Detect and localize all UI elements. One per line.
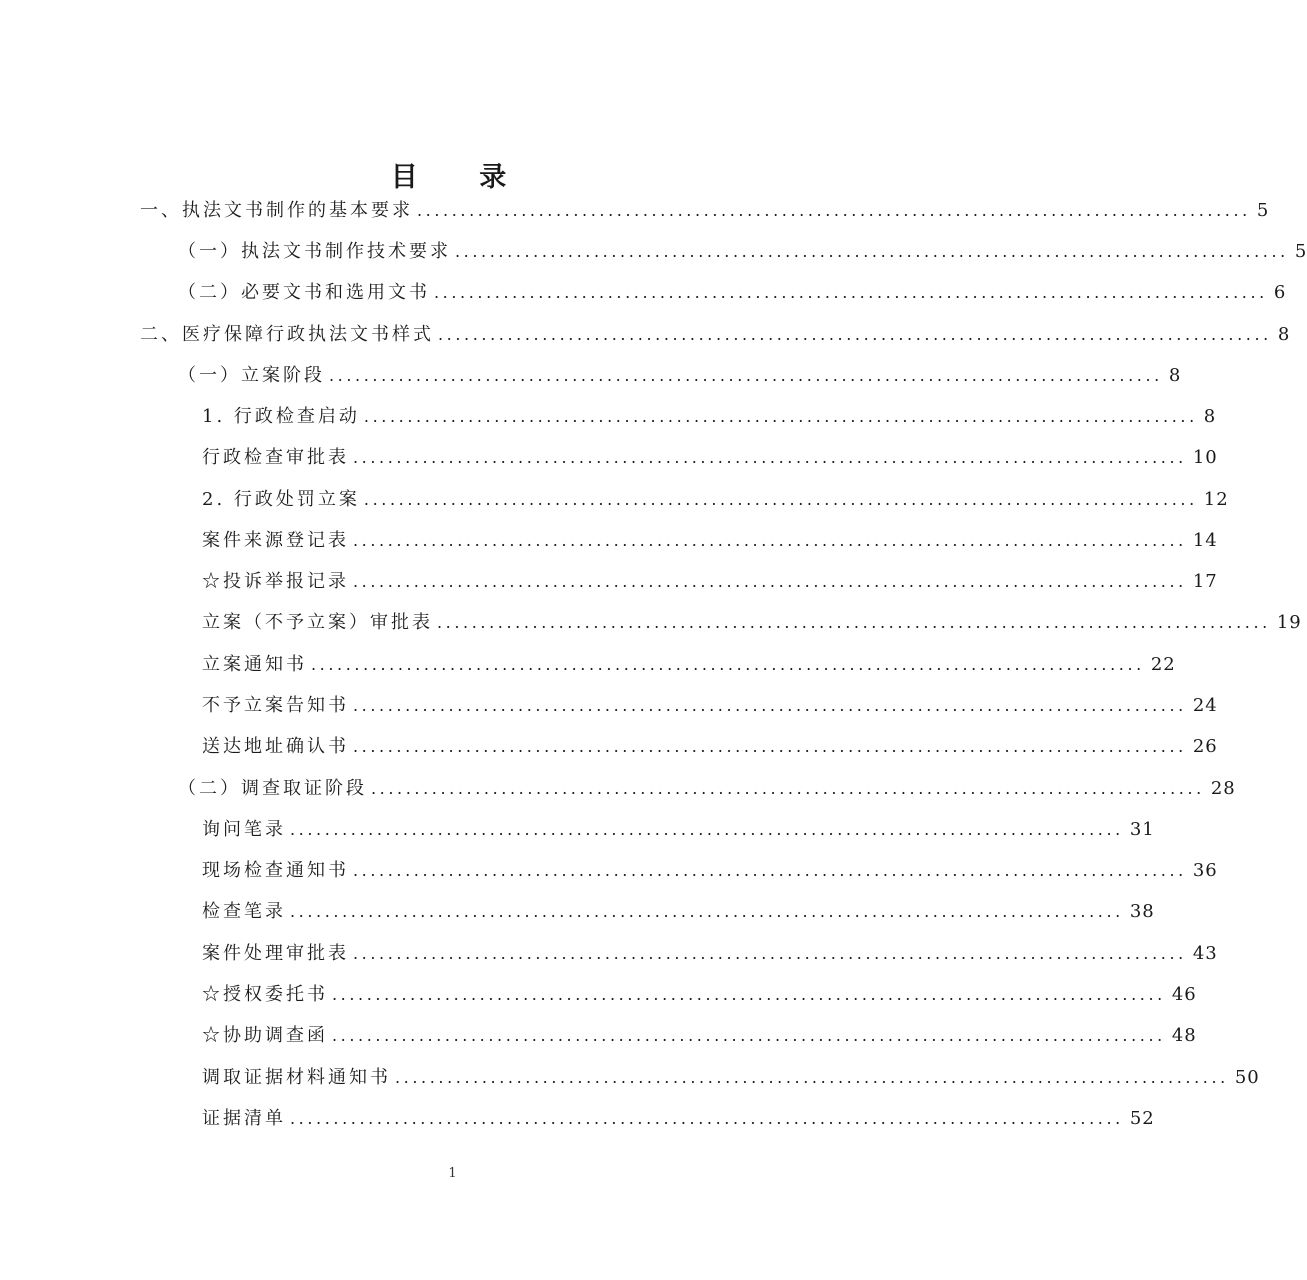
dot-leader: ................................................................................................ [353,737,1187,756]
toc-entry[interactable] [202,650,1176,684]
toc-entry-label: 二、医疗保障行政执法文书样式 [140,324,434,345]
toc-entry[interactable] [178,774,1236,808]
toc-entry[interactable] [202,939,1218,973]
toc-entry[interactable] [202,691,1218,725]
toc-entry-page: 5 [1294,241,1307,262]
toc-entry[interactable] [202,897,1155,931]
toc-entry[interactable] [140,196,1270,230]
dot-leader: ................................................................................................ [353,531,1187,550]
toc-entry-label: 送达地址确认书 [202,736,349,757]
dot-leader: ................................................................................................ [417,201,1251,220]
toc-entry[interactable] [202,443,1218,477]
toc-entry[interactable] [202,732,1218,766]
toc-entry-label: 案件来源登记表 [202,530,349,551]
toc-entry-label: 案件处理审批表 [202,943,349,964]
toc-entry[interactable] [178,237,1307,271]
toc-entry-label: 不予立案告知书 [202,695,349,716]
toc-entry-label: （二）必要文书和选用文书 [178,282,430,303]
dot-leader: ................................................................................................ [455,242,1289,261]
toc-entry-label: ☆协助调查函 [202,1025,328,1046]
toc-entry-page: 24 [1192,695,1218,716]
dot-leader: ................................................................................................ [353,944,1187,963]
dot-leader: ................................................................................................ [437,613,1271,632]
toc-entry-label: 询问笔录 [202,819,286,840]
dot-leader: ................................................................................................ [363,490,1198,509]
toc-entry-page: 6 [1273,282,1287,303]
dot-leader: ................................................................................................ [290,902,1124,921]
toc-entry-label: ☆授权委托书 [202,984,328,1005]
toc-entry-page: 17 [1192,571,1218,592]
toc-entry-label: 现场检查通知书 [202,860,349,881]
dot-leader: ................................................................................................ [371,779,1205,798]
toc-entry[interactable] [178,361,1182,395]
toc-entry-page: 5 [1256,200,1270,221]
toc-entry-label: 2. 行政处罚立案 [202,489,360,510]
toc-entry-page: 22 [1150,654,1176,675]
toc-entry-page: 50 [1234,1067,1260,1088]
toc-entry-page: 26 [1192,736,1218,757]
toc-entry-label: （二）调查取证阶段 [178,778,367,799]
toc-entry-page: 31 [1129,819,1155,840]
toc-entry[interactable] [202,526,1218,560]
toc-entry[interactable] [202,856,1218,890]
toc-entry-label: 立案（不予立案）审批表 [202,612,433,633]
toc-entry-page: 52 [1129,1108,1155,1129]
toc-entry-label: 立案通知书 [202,654,307,675]
toc-entry-label: 证据清单 [202,1108,286,1129]
dot-leader: ................................................................................................ [290,1109,1124,1128]
toc-entry-page: 8 [1168,365,1182,386]
toc-entry[interactable] [202,980,1197,1014]
toc-entry-label: 调取证据材料通知书 [202,1067,391,1088]
dot-leader: ................................................................................................ [290,820,1124,839]
toc-entry[interactable] [202,1063,1260,1097]
toc-entry-page: 8 [1203,406,1217,427]
toc-entry[interactable] [178,278,1287,312]
toc-entry-label: 1. 行政检查启动 [202,406,360,427]
toc-entry[interactable] [202,1104,1155,1138]
toc-entry-label: 检查笔录 [202,901,286,922]
toc-entry-page: 19 [1276,612,1302,633]
toc-entry[interactable] [202,402,1217,436]
toc-entry-label: 一、执法文书制作的基本要求 [140,200,413,221]
toc-entry-label: （一）立案阶段 [178,365,325,386]
dot-leader: ................................................................................................ [332,1026,1166,1045]
toc-entry-page: 12 [1203,489,1229,510]
dot-leader: ................................................................................................ [353,572,1187,591]
dot-leader: ................................................................................................ [395,1068,1229,1087]
toc-entry[interactable] [202,567,1218,601]
dot-leader: ................................................................................................ [332,985,1166,1004]
dot-leader: ................................................................................................ [353,448,1187,467]
toc-title: 目 录 [390,162,533,193]
toc-entry[interactable] [202,1021,1197,1055]
toc-entry-page: 8 [1277,324,1291,345]
dot-leader: ................................................................................................ [434,283,1268,302]
dot-leader: ................................................................................................ [353,861,1187,880]
toc-entry-label: ☆投诉举报记录 [202,571,349,592]
toc-entry-label: （一）执法文书制作技术要求 [178,241,451,262]
dot-leader: ................................................................................................ [311,655,1145,674]
toc-entry-page: 14 [1192,530,1218,551]
toc-entry-page: 43 [1192,943,1218,964]
toc-entry[interactable] [202,815,1155,849]
dot-leader: ................................................................................................ [329,366,1163,385]
toc-entry-page: 38 [1129,901,1155,922]
toc-entry[interactable] [202,485,1229,519]
dot-leader: ................................................................................................ [438,325,1272,344]
toc-entry-label: 行政检查审批表 [202,447,349,468]
dot-leader: ................................................................................................ [363,407,1198,426]
toc-entry-page: 36 [1192,860,1218,881]
toc-entry[interactable] [202,608,1302,642]
dot-leader: ................................................................................................ [353,696,1187,715]
toc-entry-page: 28 [1210,778,1236,799]
page-number: 1 [448,1166,457,1181]
toc-entry-page: 46 [1171,984,1197,1005]
toc-entry-page: 48 [1171,1025,1197,1046]
toc-entry-page: 10 [1192,447,1218,468]
toc-entry[interactable] [140,320,1291,354]
